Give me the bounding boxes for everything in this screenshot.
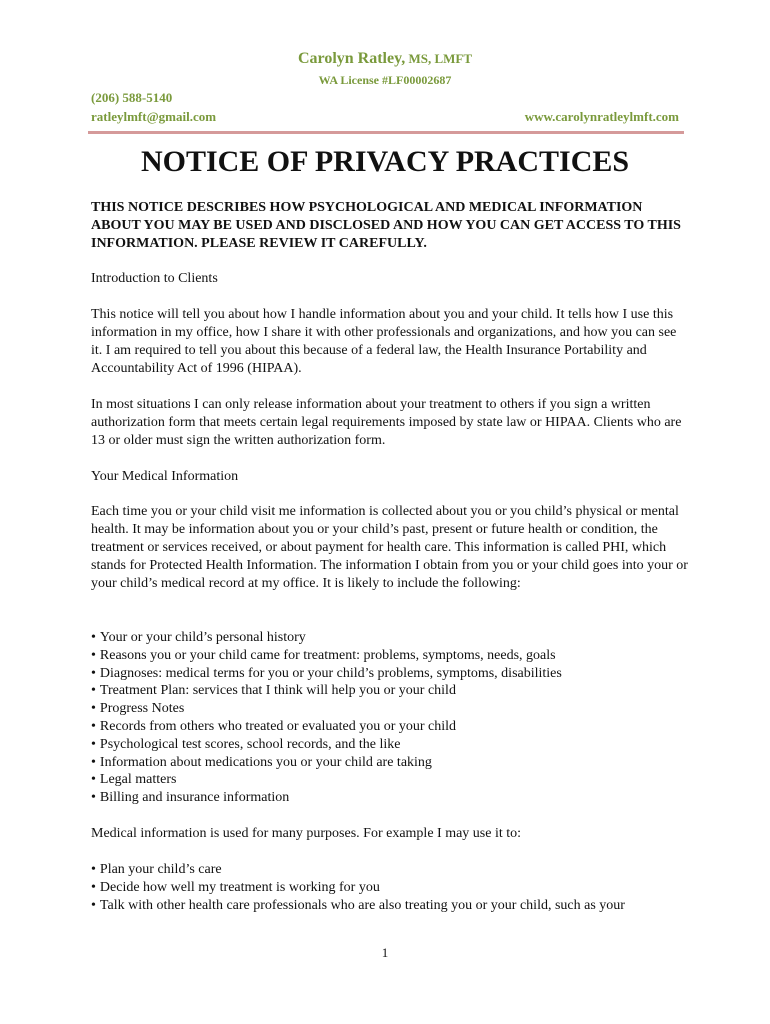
page-number: 1 xyxy=(381,945,389,960)
practitioner-name xyxy=(0,50,770,68)
list-item: • Reasons you or your child came for treatment: problems, symptoms, needs, goals xyxy=(91,647,691,665)
medical-paragraph: Each time you or your child visit me information is collected about you or you child’s physical or mental health. It may be information about you or your child’s past, present or future health or condition, the treatment or services received, or about payment for health care. This information is called PHI, which stands for Protected Health Information. The information I obtain from you or your child goes into your or your child’s medical record at my office. It is likely to include the following: xyxy=(91,504,688,591)
list-item: • Billing and insurance information xyxy=(91,789,691,807)
document-title: NOTICE OF PRIVACY PRACTICES xyxy=(140,145,630,178)
record-items-list xyxy=(91,629,691,807)
list-item: • Treatment Plan: services that I think will help you or your child xyxy=(91,682,691,700)
license-number: WA License #LF00002687 xyxy=(318,73,452,87)
website-address: www.carolynratleylmft.com xyxy=(524,109,679,124)
phone-number: (206) 588-5140 xyxy=(91,90,173,105)
name-text: Carolyn Ratley, xyxy=(297,50,406,67)
list-item: • Progress Notes xyxy=(91,700,691,718)
list-item: • Information about medications you or your child are taking xyxy=(91,754,691,772)
list-item: • Legal matters xyxy=(91,771,691,789)
list-item: • Decide how well my treatment is working for you xyxy=(91,879,691,897)
uses-list xyxy=(91,861,691,914)
list-item: • Your or your child’s personal history xyxy=(91,629,691,647)
list-item: • Diagnoses: medical terms for you or your child’s problems, symptoms, disabilities xyxy=(91,665,691,683)
notice-lead: THIS NOTICE DESCRIBES HOW PSYCHOLOGICAL AND MEDICAL INFORMATION ABOUT YOU MAY BE USED AND DISCLOSED AND HOW YOU CAN GET ACCESS TO THIS INFORMATION. PLEASE REVIEW IT CAREFULLY. xyxy=(91,200,681,251)
intro-paragraph-2: In most situations I can only release information about your treatment to others if you sign a written authorization form that meets certain legal requirements imposed by state law or HIPAA. Clients who are 13 or older must sign the written authorization form. xyxy=(91,397,682,448)
list-item: • Plan your child’s care xyxy=(91,861,691,879)
uses-intro: Medical information is used for many purposes. For example I may use it to: xyxy=(91,826,522,841)
medical-heading: Your Medical Information xyxy=(91,469,239,484)
header-divider xyxy=(88,131,684,134)
list-item: • Records from others who treated or evaluated you or your child xyxy=(91,718,691,736)
list-item: • Psychological test scores, school records, and the like xyxy=(91,736,691,754)
list-item: • Talk with other health care professionals who are also treating you or your child, such as your xyxy=(91,897,691,915)
credentials-text: MS, LMFT xyxy=(405,51,473,66)
intro-heading: Introduction to Clients xyxy=(91,271,218,286)
email-address: ratleylmft@gmail.com xyxy=(91,109,217,124)
intro-paragraph-1: This notice will tell you about how I handle information about you and your child. It tells how I use this information in my office, how I share it with other professionals and organizations, and how you can see it. I am required to tell you about this because of a federal law, the Health Insurance Portability and Accountability Act of 1996 (HIPAA). xyxy=(91,307,677,376)
